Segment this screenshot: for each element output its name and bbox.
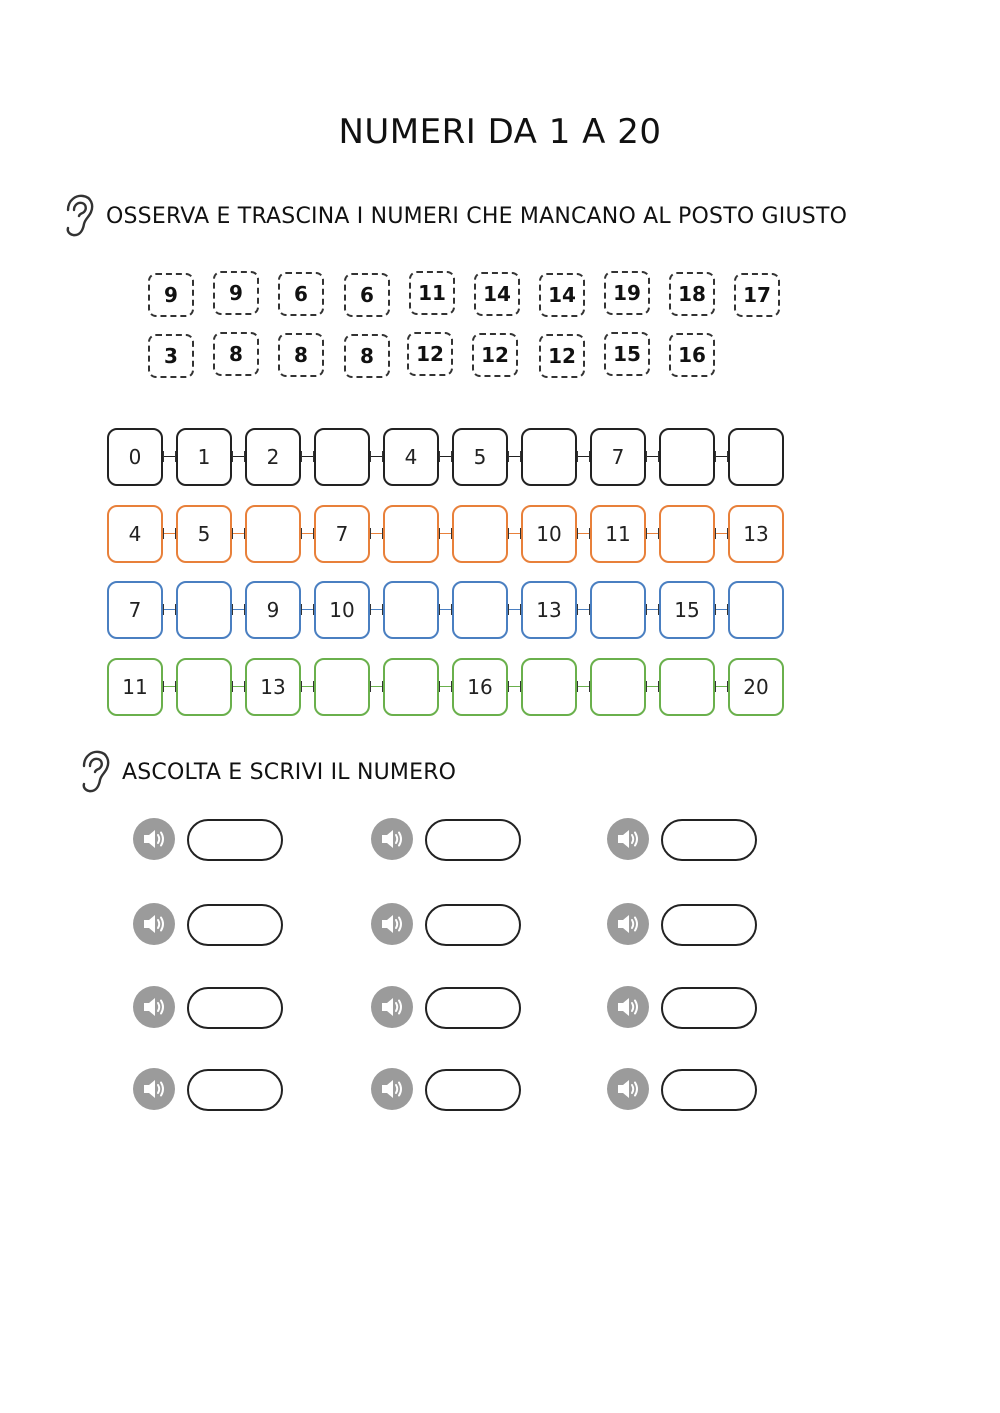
speaker-icon[interactable] — [133, 818, 175, 860]
sequence-connector — [232, 609, 245, 610]
speaker-icon[interactable] — [371, 903, 413, 945]
sequence-connector — [577, 533, 590, 534]
sequence-connector — [370, 456, 383, 457]
draggable-number-tile[interactable]: 14 — [474, 272, 520, 316]
listen-item — [607, 1068, 767, 1112]
sequence-connector — [646, 533, 659, 534]
draggable-number-tile[interactable]: 18 — [669, 272, 715, 316]
sequence-number-cell: 5 — [176, 505, 232, 563]
sequence-connector — [715, 533, 728, 534]
sequence-connector — [646, 456, 659, 457]
answer-input[interactable] — [661, 904, 757, 946]
sequence-connector — [439, 533, 452, 534]
draggable-number-tile[interactable]: 8 — [344, 334, 390, 378]
draggable-number-tile[interactable]: 8 — [278, 333, 324, 377]
sequence-number-cell: 13 — [521, 581, 577, 639]
speaker-icon[interactable] — [607, 818, 649, 860]
sequence-drop-slot[interactable] — [659, 505, 715, 563]
draggable-number-tile[interactable]: 19 — [604, 271, 650, 315]
sequence-drop-slot[interactable] — [245, 505, 301, 563]
answer-input[interactable] — [425, 904, 521, 946]
sequence-drop-slot[interactable] — [728, 581, 784, 639]
speaker-icon[interactable] — [371, 818, 413, 860]
sequence-number-cell: 15 — [659, 581, 715, 639]
draggable-number-tile[interactable]: 17 — [734, 273, 780, 317]
sequence-number-cell: 7 — [107, 581, 163, 639]
draggable-number-tile[interactable]: 6 — [344, 273, 390, 317]
sequence-drop-slot[interactable] — [314, 428, 370, 486]
speaker-icon[interactable] — [133, 903, 175, 945]
sequence-row — [107, 505, 787, 563]
sequence-drop-slot[interactable] — [383, 581, 439, 639]
sequence-connector — [163, 456, 176, 457]
sequence-connector — [232, 456, 245, 457]
draggable-number-tile[interactable]: 11 — [409, 271, 455, 315]
sequence-connector — [370, 686, 383, 687]
answer-input[interactable] — [661, 987, 757, 1029]
instruction-listen — [76, 748, 456, 796]
sequence-connector — [301, 609, 314, 610]
ear-icon — [76, 748, 112, 796]
sequence-connector — [301, 456, 314, 457]
sequence-connector — [163, 609, 176, 610]
sequence-number-cell: 2 — [245, 428, 301, 486]
sequence-number-cell: 11 — [107, 658, 163, 716]
sequence-connector — [577, 609, 590, 610]
answer-input[interactable] — [187, 904, 283, 946]
sequence-number-cell: 11 — [590, 505, 646, 563]
sequence-connector — [646, 609, 659, 610]
sequence-number-cell: 10 — [521, 505, 577, 563]
sequence-connector — [370, 533, 383, 534]
sequence-connector — [439, 456, 452, 457]
ear-icon — [60, 192, 96, 240]
sequence-connector — [301, 533, 314, 534]
page-title: NUMERI DA 1 A 20 — [338, 112, 662, 152]
sequence-row — [107, 658, 787, 716]
instruction-drag-text: OSSERVA E TRASCINA I NUMERI CHE MANCANO AL POSTO GIUSTO — [106, 203, 848, 229]
sequence-number-cell: 10 — [314, 581, 370, 639]
speaker-icon[interactable] — [607, 903, 649, 945]
listen-item — [607, 986, 767, 1030]
sequence-connector — [715, 686, 728, 687]
sequence-number-cell: 13 — [728, 505, 784, 563]
speaker-icon[interactable] — [607, 1068, 649, 1110]
speaker-icon[interactable] — [607, 986, 649, 1028]
sequence-drop-slot[interactable] — [176, 581, 232, 639]
answer-input[interactable] — [187, 987, 283, 1029]
draggable-number-tile[interactable]: 6 — [278, 272, 324, 316]
draggable-number-tile[interactable]: 15 — [604, 332, 650, 376]
sequence-connector — [439, 686, 452, 687]
sequence-connector — [508, 686, 521, 687]
instruction-listen-text: ASCOLTA E SCRIVI IL NUMERO — [122, 759, 457, 785]
speaker-icon[interactable] — [133, 986, 175, 1028]
answer-input[interactable] — [425, 987, 521, 1029]
answer-input[interactable] — [661, 819, 757, 861]
sequence-connector — [577, 686, 590, 687]
speaker-icon[interactable] — [371, 986, 413, 1028]
sequence-connector — [508, 456, 521, 457]
sequence-number-cell: 5 — [452, 428, 508, 486]
sequence-number-cell: 13 — [245, 658, 301, 716]
draggable-number-tile[interactable]: 9 — [213, 271, 259, 315]
sequence-connector — [370, 609, 383, 610]
sequence-connector — [232, 533, 245, 534]
draggable-number-tile[interactable]: 3 — [148, 334, 194, 378]
sequence-row — [107, 428, 787, 486]
sequence-connector — [163, 533, 176, 534]
sequence-drop-slot[interactable] — [452, 581, 508, 639]
listen-item — [371, 818, 531, 862]
listen-item — [371, 1068, 531, 1112]
draggable-number-tile[interactable]: 9 — [148, 273, 194, 317]
sequence-drop-slot[interactable] — [314, 658, 370, 716]
answer-input[interactable] — [187, 819, 283, 861]
draggable-number-tile[interactable]: 12 — [407, 332, 453, 376]
sequence-connector — [163, 686, 176, 687]
answer-input[interactable] — [187, 1069, 283, 1111]
instruction-drag — [60, 192, 847, 240]
sequence-drop-slot[interactable] — [383, 505, 439, 563]
sequence-number-cell: 4 — [107, 505, 163, 563]
sequence-number-cell: 1 — [176, 428, 232, 486]
sequence-connector — [715, 609, 728, 610]
sequence-number-cell: 9 — [245, 581, 301, 639]
sequence-drop-slot[interactable] — [452, 505, 508, 563]
speaker-icon[interactable] — [371, 1068, 413, 1110]
sequence-drop-slot[interactable] — [590, 581, 646, 639]
sequence-number-cell: 20 — [728, 658, 784, 716]
sequence-number-cell: 4 — [383, 428, 439, 486]
sequence-connector — [232, 686, 245, 687]
sequence-connector — [301, 686, 314, 687]
answer-input[interactable] — [425, 819, 521, 861]
answer-input[interactable] — [425, 1069, 521, 1111]
sequence-connector — [715, 456, 728, 457]
sequence-drop-slot[interactable] — [521, 428, 577, 486]
listen-item — [133, 986, 293, 1030]
sequence-connector — [439, 609, 452, 610]
sequence-drop-slot[interactable] — [659, 428, 715, 486]
answer-input[interactable] — [661, 1069, 757, 1111]
sequence-drop-slot[interactable] — [590, 658, 646, 716]
sequence-drop-slot[interactable] — [176, 658, 232, 716]
draggable-number-tile[interactable]: 12 — [539, 334, 585, 378]
sequence-drop-slot[interactable] — [383, 658, 439, 716]
listen-item — [371, 986, 531, 1030]
sequence-drop-slot[interactable] — [521, 658, 577, 716]
listen-item — [133, 1068, 293, 1112]
listen-item — [607, 903, 767, 947]
speaker-icon[interactable] — [133, 1068, 175, 1110]
listen-item — [371, 903, 531, 947]
sequence-row — [107, 581, 787, 639]
draggable-number-tile[interactable]: 14 — [539, 273, 585, 317]
listen-item — [133, 903, 293, 947]
sequence-number-cell: 16 — [452, 658, 508, 716]
sequence-number-cell: 7 — [590, 428, 646, 486]
sequence-number-cell: 7 — [314, 505, 370, 563]
sequence-drop-slot[interactable] — [728, 428, 784, 486]
listen-item — [133, 818, 293, 862]
sequence-number-cell: 0 — [107, 428, 163, 486]
draggable-number-tile[interactable]: 12 — [472, 333, 518, 377]
sequence-drop-slot[interactable] — [659, 658, 715, 716]
draggable-number-tile[interactable]: 16 — [669, 333, 715, 377]
sequence-connector — [508, 609, 521, 610]
sequence-connector — [646, 686, 659, 687]
listen-item — [607, 818, 767, 862]
draggable-number-tile[interactable]: 8 — [213, 332, 259, 376]
sequence-connector — [577, 456, 590, 457]
sequence-connector — [508, 533, 521, 534]
